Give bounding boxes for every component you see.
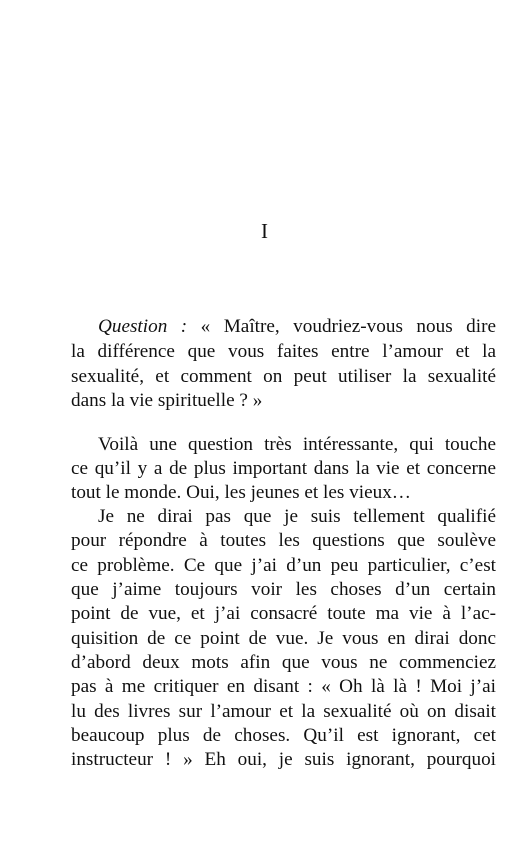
paragraph-line: beaucoup plus de choses. Qu’il est ignorant, cet xyxy=(71,725,496,746)
paragraph-line: tout le monde. Oui, les jeunes et les vieux… xyxy=(71,482,411,503)
paragraph-line: quisition de ce point de vue. Je vous en dirai donc xyxy=(71,628,496,649)
paragraph-line: point de vue, et j’ai consacré toute ma vie à l’ac- xyxy=(71,603,496,624)
question-line: sexualité, et comment on peut utiliser la sexualité xyxy=(71,366,496,387)
question-text: « Maître, voudriez-vous nous dire xyxy=(187,316,496,337)
question-line: la différence que vous faites entre l’amour et la xyxy=(71,341,496,362)
paragraph-line: Voilà une question très intéressante, qui touche xyxy=(98,434,496,455)
paragraph-line: que j’aime toujours voir les choses d’un certain xyxy=(71,579,496,600)
paragraph-line: d’abord deux mots afin que vous ne commenciez xyxy=(71,652,496,673)
paragraph-line: lu des livres sur l’amour et la sexualité où on disait xyxy=(71,701,496,722)
paragraph-line: pas à me critiquer en disant : « Oh là là ! Moi j’ai xyxy=(71,676,496,697)
question-line xyxy=(98,315,496,339)
paragraph-line: ce problème. Ce que j’ai d’un peu particulier, c’est xyxy=(71,555,496,576)
paragraph-line: instructeur ! » Eh oui, je suis ignorant, pourquoi xyxy=(71,749,496,770)
paragraph-line: Je ne dirai pas que je suis tellement qualifié xyxy=(98,506,496,527)
question-label: Question : xyxy=(98,316,188,337)
paragraph-line: pour répondre à toutes les questions que soulève xyxy=(71,530,496,551)
paragraph-line: ce qu’il y a de plus important dans la vie et concerne xyxy=(71,458,496,479)
chapter-number: I xyxy=(261,219,268,243)
question-line: dans la vie spirituelle ? » xyxy=(71,390,263,411)
